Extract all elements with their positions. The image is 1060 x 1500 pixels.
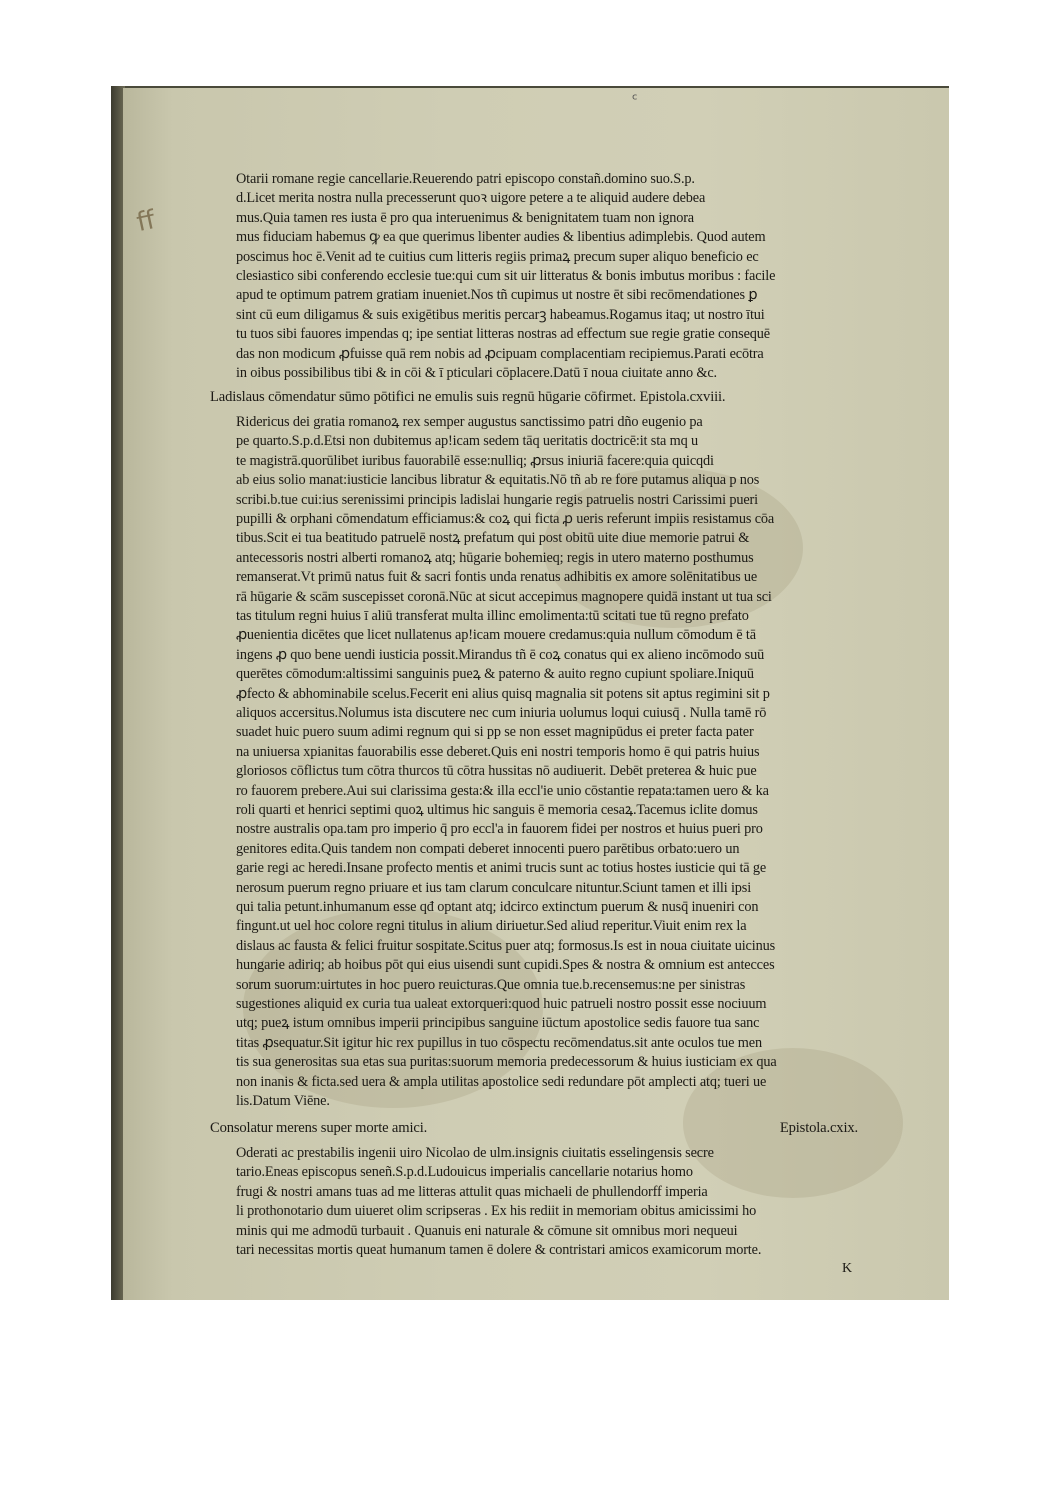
text-line: tu tuos sibi fauores impendas q; ipe sentiat litteras nostras ad effectum sue regie gratie consequē (236, 326, 770, 343)
text-line: ab eius solio manat:iusticie lancibus libratur & equitatis.Nō tñ ab re fore putamus aliqua p nos (236, 472, 760, 489)
text-line: garie regi ac heredi.Insane profecto mentis et animi trucis sunt ac totius hostes iusticie qui tā ge (236, 860, 767, 877)
top-ink-mark: ᶜ (632, 90, 638, 109)
text-line: ingens ꝓ quo bene uendi iusticia possit.Mirandus tñ ē coꝝ conatus qui ex alieno incōmodo suū (236, 646, 765, 663)
text-line: tis sua generositas sua etas sua puritas:suorum memoria predecessorum & huius iusticiam ex qua (236, 1054, 777, 1071)
text-line: na uniuersa xpianitas fauorabilis esse deberet.Quis eni nostri temporis homo ē qui patris huius (236, 743, 760, 760)
text-line: lis.Datum Viēne. (236, 1093, 330, 1110)
text-line: hungarie adiriq; ab hoibus pōt qui eius uisendi sunt cupidi.Spes & nostra & omnium est antecces (236, 957, 775, 974)
text-line: mus.Quia tamen res iusta ē pro qua interuenimus & benignitatem tuam non ignora (236, 209, 695, 226)
signature-mark: K (842, 1261, 852, 1277)
text-line: rā hūgarie & scām suscepisset coronā.Nūc at sicut accepimus magnopere quidā instant ut tua sci (236, 588, 772, 605)
text-line: pe quarto.S.p.d.Etsi non dubitemus ap!icam sedem tāq ueritatis doctricē:it sta mq u (236, 433, 699, 450)
text-line: Oderati ac prestabilis ingenii uiro Nicolao de ulm.insignis ciuitatis esselingensis secre (236, 1144, 714, 1161)
text-line: sorum suorum:uirtutes in hoc puero reuicturas.Que omnia tue.b.recensemus:ne per sinistras (236, 976, 746, 993)
text-line: Otarii romane regie cancellarie.Reuerendo patri episcopo constañ.domino suo.S.p. (236, 171, 695, 187)
text-line: sugestiones aliquid ex curia tua ualeat extorqueri:quod huic patrueli nostro possit esse nociuum (236, 996, 767, 1013)
heading-epistola-118: Ladislaus cōmendatur sūmo pōtifici ne emulis suis regnū hūgarie cōfirmet. Epistola.cxviii. (210, 389, 726, 406)
text-line: nerosum puerum regno priuare et ius tam clarum conculcare nituntur.Sciunt tamen et illi ipsi (236, 879, 752, 896)
text-line: clesiastico sibi conferendo ecclesie tue:qui cum sit uir litteratus & bonis imbutus moribus : facile (236, 268, 776, 285)
text-line: d.Licet merita nostra nulla precesserunt quoꝛ uigore petere a te aliquid audere debea (236, 190, 706, 207)
text-line: scribi.b.tue cui:ius serenissimi principis ladislai hungarie regis patruelis nostri Carissimi pueri (236, 491, 758, 508)
text-block (210, 170, 858, 1278)
text-line: aliquos accersitus.Nolumus ista discutere nec cum iniuria uolumus loqui cuiusq̄ . Nulla tamē rō (236, 704, 767, 721)
text-line: tari necessitas mortis queat humanum tamen ē dolere & contristari amicos examicorum morte. (236, 1241, 762, 1258)
text-line: titas ꝓsequatur.Sit igitur hic rex pupillus in tuo cōspectu recōmendatus.sit ante oculos tue men (236, 1034, 762, 1051)
text-line: ro fauorem prebere.Aui sui clarissima gesta:& illa eccl'ie unio cōstantie repata:tamen uero & ka (236, 782, 769, 799)
text-line: Ridericus dei gratia romanoꝝ rex semper augustus sanctissimo patri dño eugenio pa (236, 413, 703, 430)
letter-3 (210, 1144, 858, 1260)
text-line: poscimus hoc ē.Venit ad te cuitius cum litteris regiis primaꝝ precum super aliquo beneficio ec (236, 248, 759, 265)
text-line: genitores edita.Quis tandem non compati deberet innocenti puero parētibus orbato:uero un (236, 840, 740, 857)
text-line: tas titulum regni huius ī aliū transferat multa illinc emolimenta:tū scitati tue tū regno prefato (236, 607, 749, 624)
letter-2 (210, 413, 858, 1112)
text-line: dislaus ac fausta & felici fruitur sospitate.Scitus puer atq; formosus.Is est in noua ciuitate uicinus (236, 937, 775, 954)
heading-epistola-119 (210, 1112, 858, 1144)
text-line: gloriosos cōflictus tum cōtra thurcos tū cōtra hussitas nō audiuerit. Debēt preterea & huic pue (236, 763, 757, 780)
text-line: querētes cōmodum:altissimi sanguinis pueꝝ & paterno & auito regno cupiunt spoliare.Iniquū (236, 666, 754, 683)
letter-1 (210, 170, 858, 383)
text-line: in oibus possibilibus tibi & in cōi & ī pticulari cōplacere.Datū ī noua ciuitate anno &c. (236, 365, 717, 382)
text-line: sint cū eum diligamus & suis exigētibus meritis percarꝫ habeamus.Rogamus itaq; ut nostro ītui (236, 306, 765, 323)
text-line: suadet huic puero suum adimi regnum qui si pp se non esset magnipūdus ei preter facta pater (236, 724, 754, 741)
text-line: roli quarti et henrici septimi quoꝝ ultimus hic sanguis ē memoria cesaꝝ.Tacemus iclite domus (236, 802, 758, 818)
text-line: antecessoris nostri alberti romanoꝝ atq; hūgarie bohemieq; regis in utero materno posthumus (236, 549, 754, 566)
text-line: das non modicum ꝓfuisse quā rem nobis ad ꝓcipuam complacentiam recipiemus.Parati ecōtra (236, 345, 764, 362)
text-line: minis qui me admodū turbauit . Quanuis eni naturale & cōmune sit omnibus mori nequeui (236, 1222, 738, 1239)
text-line: frugi & nostri amans tuas ad me litteras attulit quas michaeli de phullendorff imperia (236, 1183, 708, 1200)
heading-title: Consolatur merens super morte amici. (210, 1119, 428, 1136)
text-line: mus fiduciam habemus ꝙ ea que querimus libenter audies & libentius adimplebis. Quod autem (236, 229, 766, 246)
text-line: tario.Eneas episcopus seneñ.S.p.d.Ludouicus imperialis cancellarie notarius homo (236, 1164, 693, 1181)
text-line: remanserat.Vt primū natus fuit & sacri fontis unda renatus adhibitis ex amore solēnitatibus ue (236, 569, 758, 586)
text-line: non inanis & ficta.sed uera & ampla utilitas apostolice sedi redundare pōt amplecti atq; tueri ue (236, 1073, 767, 1090)
text-line: li prothonotario dum uiueret olim scripseras . Ex his rediit in memoriam obitus amicissimi ho (236, 1203, 757, 1220)
text-line: apud te optimum patrem gratiam inueniet.Nos tñ cupimus ut nostre ēt sibi recōmendationes ꝑ (236, 287, 758, 304)
text-line: te magistrā.quorūlibet iuribus fauorabilē esse:nulliq; ꝓrsus iniuriā facere:quia quicqdi (236, 452, 714, 469)
text-line: utq; pueꝝ istum omnibus imperii principibus sanguine iūctum apostolice sedis fauore tua sanc (236, 1015, 760, 1032)
text-line: fingunt.ut uel hoc colore regni titulus in alium diriuetur.Sed aliud reperitur.Viuit enim rex la (236, 918, 747, 935)
marginal-pen-mark: ﬀ (134, 205, 158, 239)
text-line: tibus.Scit ei tua beatitudo patruelē nostꝝ prefatum qui post obitū uite diue memorie patrui & (236, 530, 750, 547)
text-line: pupilli & orphani cōmendatum efficiamus:& coꝝ qui ficta ꝓ ueris referunt impiis resistamus cōa (236, 510, 775, 527)
heading-epistola-number: Epistola.cxix. (779, 1119, 858, 1136)
text-line: qui talia petunt.inhumanum esse qđ optant atq; idcirco extinctum puerum & nusq̄ inueniri con (236, 899, 759, 916)
text-line: nostre australis opa.tam pro imperio q̄ pro eccl'a in fauorem fidei per nostros et huius pueri pro (236, 821, 763, 838)
text-line: ꝓuenientia dicētes que licet nullatenus ap!icam mouere credamus:quia nullum cōmodum ē tā (236, 627, 756, 644)
text-line: ꝓfecto & abhominabile scelus.Fecerit eni alius quisq magnalia sit potens sit aptus regimini sit p (236, 685, 770, 702)
